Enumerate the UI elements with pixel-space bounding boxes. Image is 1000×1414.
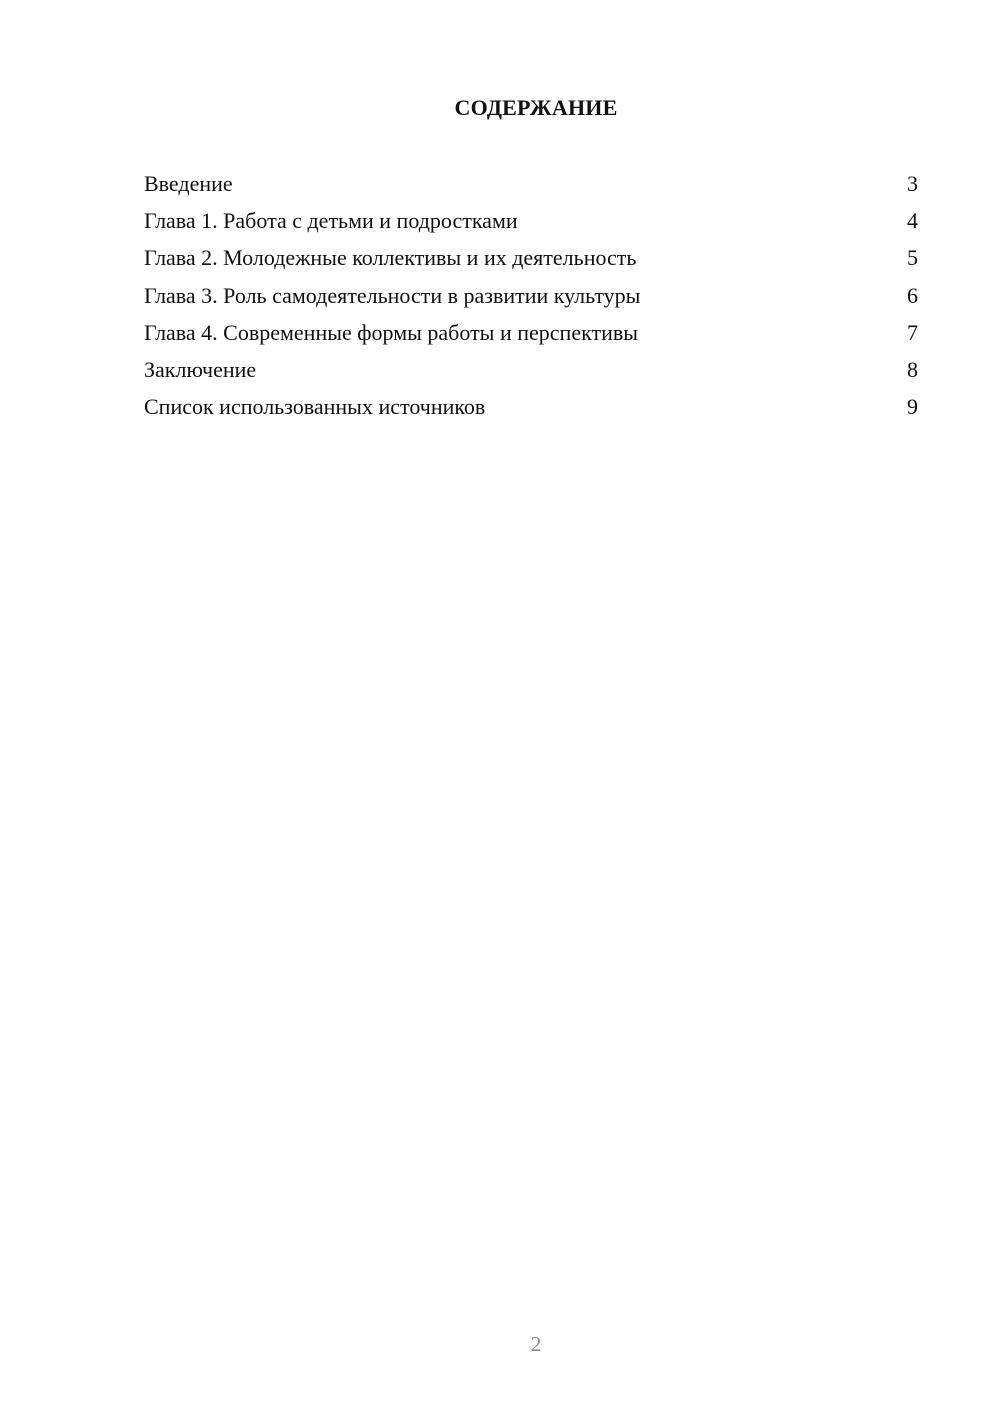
toc-entry-chapter-1	[144, 206, 918, 243]
toc-entry-introduction	[144, 169, 918, 206]
toc-entry-references	[144, 392, 918, 429]
toc-entry-chapter-4	[144, 318, 918, 355]
page-number: 2	[530, 1332, 542, 1356]
toc-entry-page-number: 9	[907, 394, 918, 420]
toc-entry-page-number: 5	[907, 245, 918, 271]
table-of-contents	[144, 169, 918, 429]
toc-entry-title: Глава 3. Роль самодеятельности в развитии культуры	[144, 282, 641, 308]
toc-entry-title: Заключение	[144, 356, 257, 382]
toc-heading: СОДЕРЖАНИЕ	[454, 95, 618, 120]
toc-entry-title: Глава 2. Молодежные коллективы и их деятельность	[144, 245, 637, 271]
toc-entry-page-number: 6	[907, 282, 918, 308]
toc-entry-title: Введение	[144, 171, 233, 196]
toc-entry-title: Глава 4. Современные формы работы и перспективы	[144, 319, 639, 345]
toc-entry-conclusion	[144, 355, 918, 392]
toc-entry-title: Глава 1. Работа с детьми и подростками	[144, 208, 518, 234]
toc-entry-page-number: 8	[907, 356, 918, 382]
toc-entry-title: Список использованных источников	[144, 394, 486, 420]
toc-entry-chapter-2	[144, 243, 918, 280]
toc-entry-page-number: 4	[907, 208, 918, 234]
toc-entry-chapter-3	[144, 281, 918, 318]
toc-entry-page-number: 3	[907, 171, 918, 196]
toc-entry-page-number: 7	[907, 319, 918, 345]
